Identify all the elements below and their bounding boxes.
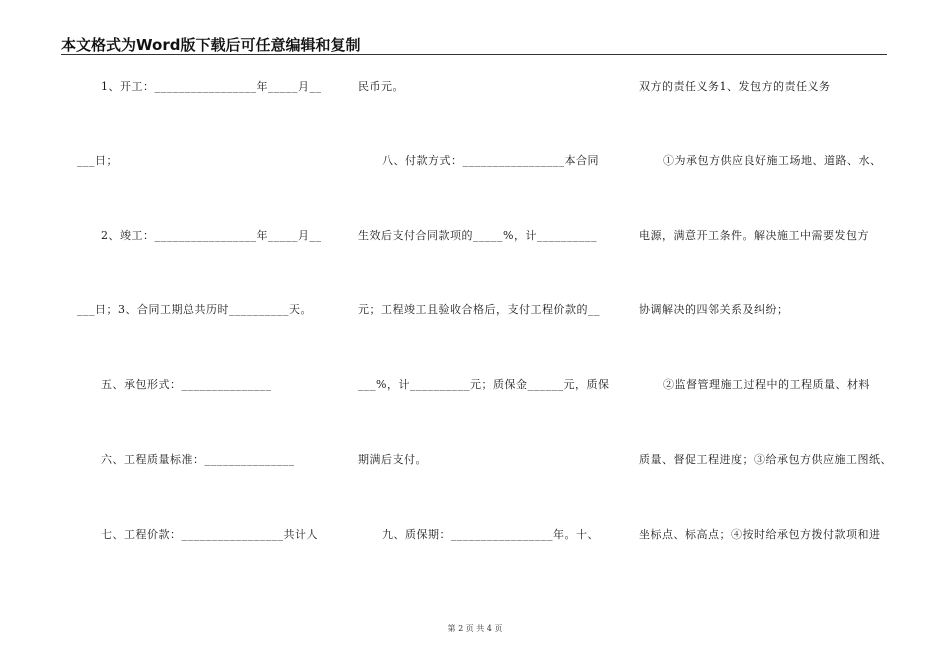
text-line: 电源，满意开工条件。解决施工中需要发包方 <box>639 229 869 242</box>
text-line: 期满后支付。 <box>358 453 427 466</box>
page-number: 第 2 页 共 4 页 <box>447 624 503 633</box>
text-line: ①为承包方供应良好施工场地、道路、水、 <box>663 154 882 167</box>
text-line: ___日； <box>77 154 118 167</box>
text-line: 民币元。 <box>358 80 404 93</box>
text-line: ___%，计__________元；质保金______元，质保 <box>358 378 610 391</box>
text-line: 五、承包形式：_______________ <box>101 378 272 391</box>
header-title: 本文格式为Word版下载后可任意编辑和复制 <box>61 36 361 54</box>
text-line: ___日；3、合同工期总共历时__________天。 <box>77 303 312 316</box>
text-line: 生效后支付合同款项的_____%，计__________ <box>358 229 597 242</box>
text-line: 质量、督促工程进度；③给承包方供应施工图纸、 <box>639 453 892 466</box>
text-line: 双方的责任义务1、发包方的责任义务 <box>639 80 831 93</box>
text-line: 九、质保期：_________________年。十、 <box>382 528 599 541</box>
text-line: 2、竣工：_________________年_____月__ <box>101 229 322 242</box>
text-line: 六、工程质量标准：_______________ <box>101 453 295 466</box>
text-line: 1、开工：_________________年_____月__ <box>101 80 322 93</box>
text-line: 坐标点、标高点；④按时给承包方拨付款项和进 <box>639 528 881 541</box>
text-line: ②监督管理施工过程中的工程质量、材料 <box>663 378 870 391</box>
text-line: 协调解决的四邻关系及纠纷； <box>639 303 789 316</box>
text-line: 八、付款方式：_________________本合同 <box>382 154 599 167</box>
text-line: 元；工程竣工且验收合格后，支付工程价款的__ <box>358 303 600 316</box>
text-line: 七、工程价款：_________________共计人 <box>101 528 318 541</box>
